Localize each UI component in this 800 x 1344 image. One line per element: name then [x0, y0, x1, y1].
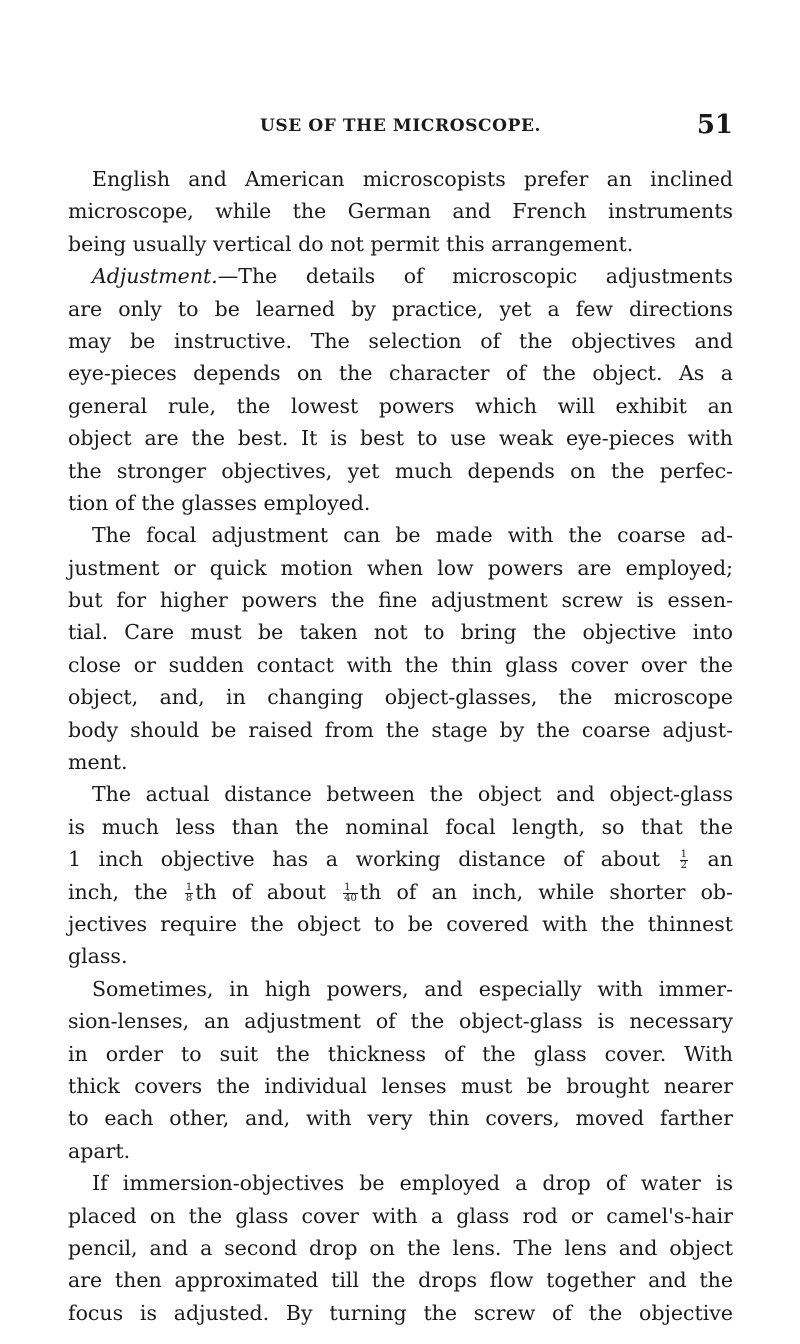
text-line: may be instructive. The selection of the objectives and: [68, 328, 733, 353]
text-line: The actual distance between the object and object-glass: [92, 782, 733, 807]
text-segment: an: [707, 847, 733, 872]
text-line: eye-pieces depends on the character of the object. As a: [68, 361, 733, 386]
text-segment: —The details of microscopic adjustments: [217, 264, 733, 289]
fraction-eighth: [185, 883, 193, 904]
text-line: English and American microscopists prefer an inclined: [92, 167, 733, 191]
fraction-fortieth: [343, 883, 358, 904]
text-line: the stronger objectives, yet much depends on the perfec-: [68, 458, 733, 483]
text-line: close or sudden contact with the thin glass cover over the: [68, 652, 733, 677]
text-line: justment or quick motion when low powers are employed;: [68, 555, 733, 580]
fraction-half: [680, 850, 688, 871]
text-line: jectives require the object to be covered with the thinnest: [68, 911, 733, 936]
text-line: [68, 876, 733, 908]
text-line: to each other, and, with very thin covers, moved farther: [68, 1106, 733, 1131]
text-line: The focal adjustment can be made with the coarse ad-: [92, 523, 733, 548]
text-line: object, and, in changing object-glasses, the microscope: [68, 685, 733, 710]
text-line: apart.: [68, 1138, 131, 1163]
body-text: [68, 163, 733, 1329]
text-line: focus is adjusted. By turning the screw of the objective: [68, 1300, 733, 1325]
running-head: [68, 110, 733, 144]
text-line: sion-lenses, an adjustment of the object-glass is necessary: [68, 1009, 733, 1034]
text-line: If immersion-objectives be employed a drop of water is: [92, 1171, 733, 1196]
text-line: glass.: [68, 944, 128, 969]
text-segment: th of about: [195, 879, 327, 904]
fraction-numerator: 1: [185, 881, 193, 893]
text-line: but for higher powers the fine adjustment screw is essen-: [68, 588, 733, 613]
fraction-denominator: 8: [185, 892, 193, 904]
text-line: tial. Care must be taken not to bring the objective into: [68, 620, 733, 645]
text-line: [68, 260, 733, 292]
text-segment: 1 inch objective has a working distance of about: [68, 847, 660, 872]
text-line: microscope, while the German and French instruments: [68, 199, 733, 224]
text-line: [68, 843, 733, 875]
text-line: is much less than the nominal focal length, so that the: [68, 814, 733, 839]
text-line: tion of the glasses employed.: [68, 490, 371, 515]
fraction-denominator: 40: [344, 892, 357, 904]
text-line: are then approximated till the drops flow together and the: [68, 1268, 733, 1293]
text-line: are only to be learned by practice, yet a few directions: [68, 296, 733, 321]
page-number: 51: [696, 110, 733, 140]
text-line: body should be raised from the stage by the coarse adjust-: [68, 717, 733, 742]
text-line: general rule, the lowest powers which will exhibit an: [68, 393, 733, 418]
fraction-numerator: 1: [680, 849, 687, 861]
text-line: ment.: [68, 750, 128, 775]
text-segment: inch, the: [68, 879, 168, 904]
running-title: USE OF THE MICROSCOPE.: [259, 116, 542, 136]
fraction-numerator: 1: [343, 883, 358, 894]
text-line: object are the best. It is best to use weak eye-pieces with: [68, 426, 733, 451]
text-line: thick covers the individual lenses must be brought nearer: [68, 1073, 733, 1098]
text-line: Sometimes, in high powers, and especially with immer-: [92, 976, 733, 1001]
text-segment: th of an inch, while shorter ob-: [359, 879, 733, 904]
fraction-denominator: 2: [680, 860, 687, 872]
text-line: in order to suit the thickness of the glass cover. With: [68, 1041, 733, 1066]
text-line: being usually vertical do not permit this arrangement.: [68, 231, 634, 256]
text-line: pencil, and a second drop on the lens. The lens and object: [68, 1235, 733, 1260]
adjustment-heading: Adjustment.: [92, 264, 218, 289]
text-line: placed on the glass cover with a glass rod or camel's-hair: [68, 1203, 733, 1228]
